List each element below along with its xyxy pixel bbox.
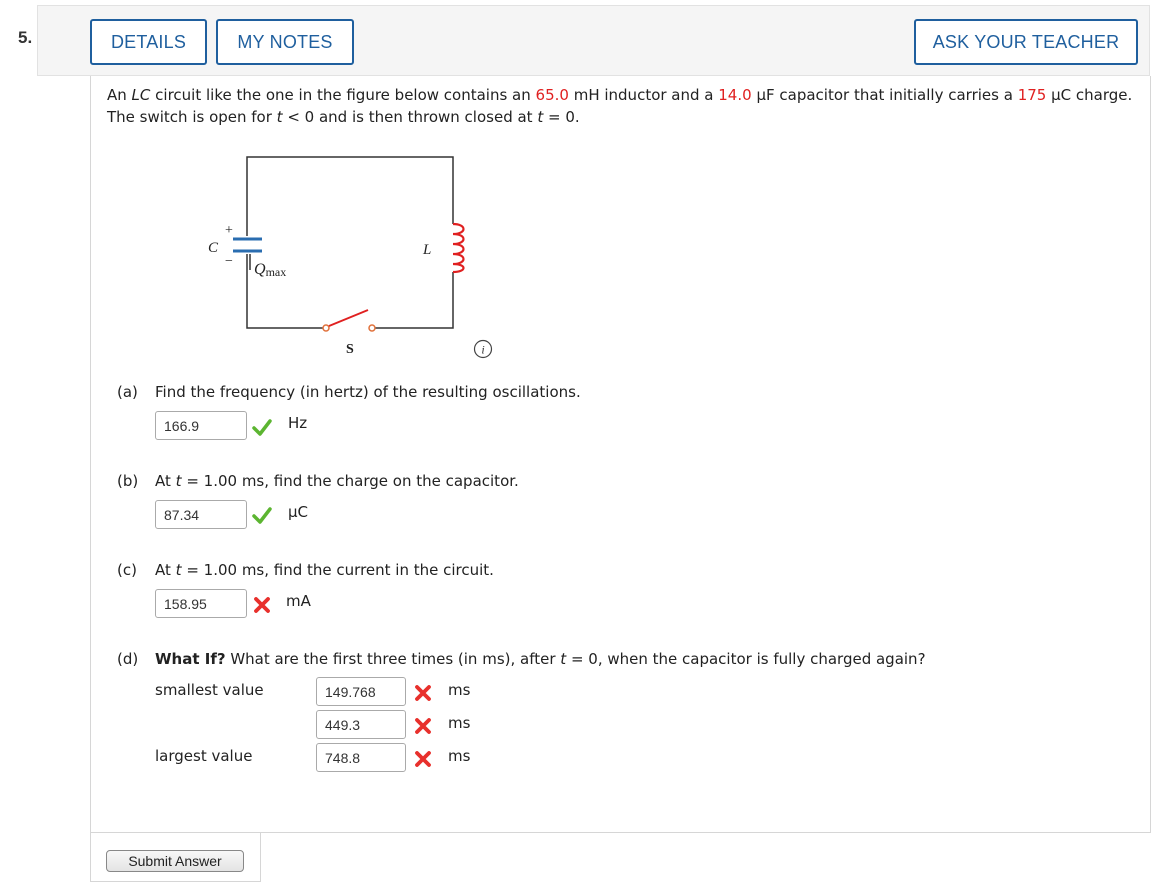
minus-sign: −: [225, 254, 233, 269]
part-b-label: (b): [117, 472, 139, 490]
plus-sign: +: [225, 223, 233, 238]
part-d-answer-1-input[interactable]: 149.768: [316, 677, 406, 706]
cross-icon: [413, 683, 433, 703]
cross-icon: [252, 595, 272, 615]
part-b-question: At t = 1.00 ms, find the charge on the capacitor.: [155, 472, 519, 490]
cross-icon: [413, 749, 433, 769]
ask-your-teacher-button[interactable]: ASK YOUR TEACHER: [914, 19, 1138, 65]
check-icon: [252, 418, 272, 438]
part-d-question: What If? What are the first three times (in ms), after t = 0, when the capacitor is fully charged again?: [155, 650, 926, 668]
inductor-label: L: [423, 242, 432, 258]
details-button[interactable]: DETAILS: [90, 19, 207, 65]
info-icon[interactable]: [473, 339, 493, 359]
question-number: 5.: [18, 28, 33, 47]
check-icon: [252, 506, 272, 526]
question-header: [37, 5, 1150, 76]
part-d-answer-2-input[interactable]: 449.3: [316, 710, 406, 739]
part-b-answer-input[interactable]: 87.34: [155, 500, 247, 529]
part-a-question: Find the frequency (in hertz) of the resulting oscillations.: [155, 383, 581, 401]
part-d-unit-3: ms: [448, 747, 471, 765]
svg-text:i: i: [481, 342, 485, 357]
part-c-answer-input[interactable]: 158.95: [155, 589, 247, 618]
part-a-label: (a): [117, 383, 138, 401]
part-c-question: At t = 1.00 ms, find the current in the circuit.: [155, 561, 494, 579]
part-d-answer-3-input[interactable]: 748.8: [316, 743, 406, 772]
submit-answer-button[interactable]: Submit Answer: [106, 850, 244, 872]
part-d-label: (d): [117, 650, 139, 668]
part-c-label: (c): [117, 561, 137, 579]
switch-terminal: [323, 325, 329, 331]
cross-icon: [413, 716, 433, 736]
problem-statement: An LC circuit like the one in the figure below contains an 65.0 mH inductor and a 14.0 μF capacitor that initially carries a 175 μC charge. The switch is open for t < 0 and is then thrown closed at t = 0.: [107, 86, 1133, 126]
my-notes-button[interactable]: MY NOTES: [216, 19, 354, 65]
circuit-wire: [247, 157, 453, 236]
lc-circuit-figure: [190, 150, 480, 365]
inductor-coil: [453, 224, 464, 272]
circuit-wire: [374, 272, 453, 328]
switch-terminal: [369, 325, 375, 331]
part-d-unit-1: ms: [448, 681, 471, 699]
qmax-label: Qmax: [254, 261, 287, 279]
switch-label: S: [346, 342, 354, 357]
part-d-unit-2: ms: [448, 714, 471, 732]
smallest-value-label: smallest value: [155, 681, 264, 699]
part-a-unit: Hz: [288, 414, 308, 432]
switch-lever: [329, 310, 368, 326]
part-b-unit: μC: [288, 503, 309, 521]
given-inductance: 65.0: [535, 86, 569, 104]
part-a-answer-input[interactable]: 166.9: [155, 411, 247, 440]
given-charge: 175: [1017, 86, 1047, 104]
largest-value-label: largest value: [155, 747, 253, 765]
given-capacitance: 14.0: [718, 86, 752, 104]
part-c-unit: mA: [286, 592, 311, 610]
capacitor-label: C: [208, 240, 219, 256]
